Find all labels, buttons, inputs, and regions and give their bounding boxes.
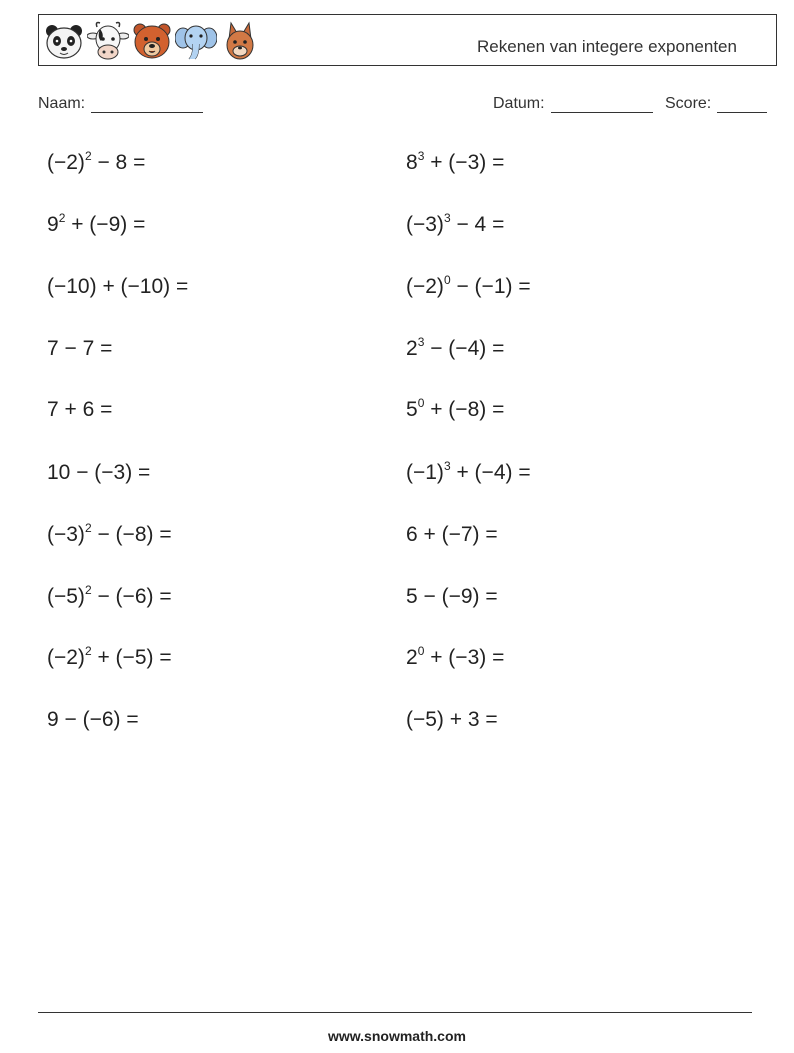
score-label: Score: bbox=[665, 95, 712, 112]
footer-divider bbox=[38, 1012, 752, 1013]
problem-1: $(-2)^2 - 8$ = bbox=[47, 149, 146, 174]
name-blank[interactable] bbox=[91, 94, 203, 113]
panda-icon bbox=[43, 19, 85, 63]
problem-6: $(-2)^0 - (-1)$ = bbox=[406, 273, 531, 298]
problem-7: 7 − 7 = bbox=[47, 337, 113, 360]
problem-16: 5 − (−9) = bbox=[406, 585, 498, 608]
name-field bbox=[38, 94, 203, 113]
sheet-title: Rekenen van integere exponenten bbox=[477, 37, 737, 56]
date-label: Datum: bbox=[493, 95, 545, 112]
problem-5: (−10) + (−10) = bbox=[47, 275, 189, 298]
problem-18: $2^0 + (-3)$ = bbox=[406, 644, 505, 669]
problem-12: $(-1)^3 + (-4)$ = bbox=[406, 459, 531, 484]
problem-2: $8^3 + (-3)$ = bbox=[406, 149, 505, 174]
score-blank[interactable] bbox=[717, 94, 767, 113]
header-box bbox=[38, 14, 777, 66]
problem-14: 6 + (−7) = bbox=[406, 523, 498, 546]
name-label: Naam: bbox=[38, 95, 86, 112]
problem-20: (−5) + 3 = bbox=[406, 708, 498, 731]
problem-10: $5^0 + (-8)$ = bbox=[406, 396, 505, 421]
cow-icon bbox=[87, 19, 129, 63]
squirrel-icon bbox=[219, 19, 261, 63]
problem-11: 10 − (−3) = bbox=[47, 461, 151, 484]
bear-icon bbox=[131, 19, 173, 63]
problem-19: 9 − (−6) = bbox=[47, 708, 139, 731]
footer-url[interactable]: www.snowmath.com bbox=[328, 1028, 466, 1044]
date-field bbox=[493, 94, 653, 113]
score-field bbox=[665, 94, 767, 113]
problem-8: $2^3 - (-4)$ = bbox=[406, 335, 505, 360]
problem-15: $(-5)^2 - (-6)$ = bbox=[47, 583, 172, 608]
date-blank[interactable] bbox=[551, 94, 653, 113]
problem-17: $(-2)^2 + (-5)$ = bbox=[47, 644, 172, 669]
problem-9: 7 + 6 = bbox=[47, 398, 113, 421]
elephant-icon bbox=[175, 19, 217, 63]
problem-3: $9^2 + (-9)$ = bbox=[47, 211, 146, 236]
animal-icons bbox=[43, 19, 261, 63]
problem-13: $(-3)^2 - (-8)$ = bbox=[47, 521, 172, 546]
problem-4: $(-3)^3 - 4$ = bbox=[406, 211, 505, 236]
